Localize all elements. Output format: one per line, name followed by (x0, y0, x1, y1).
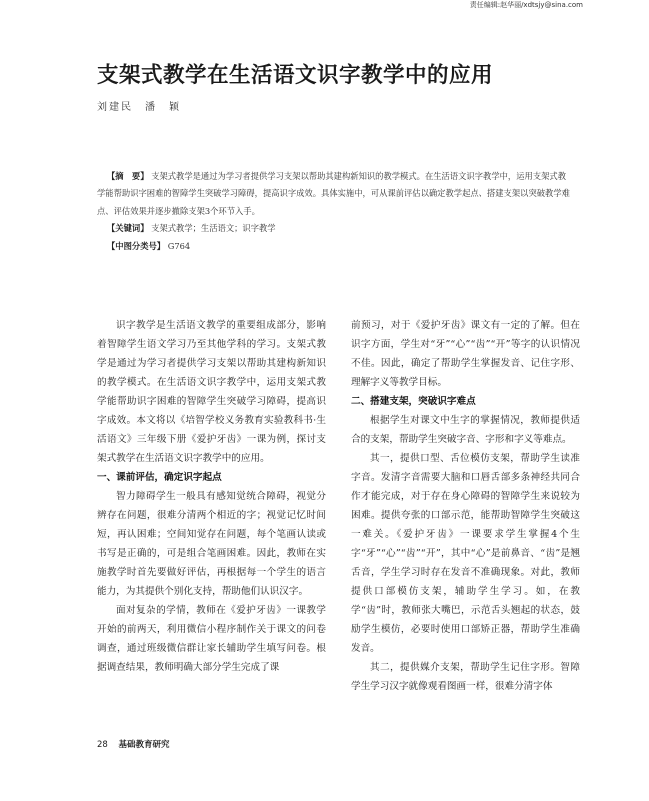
body-paragraph: 前预习，对于《爱护牙齿》课文有一定的了解。但在识字方面，学生对“牙”“心”“齿”“开”等字的认识情况不佳。因此，确定了帮助学生掌握发音、记住字形、理解字义等教学目标。 (351, 320, 580, 388)
body-paragraph: 其一，提供口型、舌位模仿支架，帮助学生读准字音。发清字音需要大脑和口唇舌部多条神经共同合作才能完成，对于存在身心障碍的智障学生来说较为困难。提供夸张的口部示范，能帮助智障学生突破这一难关。《爱护牙齿》一课要求学生掌握4个生字“牙”“心”“齿”“开”，其中“心”是前鼻音、“齿”是翘舌音，学生学习时存在发音不准确现象。对此，教师提供口部模仿支架，辅助学生学习。如，在教学“齿”时，教师张大嘴巴，示范舌头翘起的状态，鼓励学生模仿，必要时使用口部矫正器，帮助学生准确发音。 (351, 453, 580, 654)
page-number: 28 (97, 740, 108, 750)
abstract-block (97, 168, 573, 255)
body-column-left (97, 316, 326, 677)
keywords-text: 支架式教学；生活语文；识字教学 (151, 223, 276, 234)
abstract-label: 【摘 要】 (107, 171, 149, 181)
article-authors: 刘建民 潘 颖 (97, 102, 181, 113)
keywords-line (97, 220, 573, 237)
header-editor-line: 责任编辑:赵华丽/xdtsjy@sina.com (469, 1, 583, 9)
keywords-label: 【关键词】 (107, 223, 149, 234)
body-column-right (351, 316, 580, 696)
body-paragraph: 根据学生对课文中生字的掌握情况，教师提供适合的支架，帮助学生突破字音、字形和字义等难点。 (351, 415, 580, 445)
clc-label: 【中图分类号】 (107, 240, 166, 251)
body-paragraph: 其二，提供媒介支架，帮助学生记住字形。智障学生学习汉字就像观看图画一样，很难分清字体 (351, 662, 580, 692)
section-heading: 一、课前评估，确定识字起点 (97, 472, 222, 483)
body-paragraph: 识字教学是生活语文教学的重要组成部分，影响着智障学生语文学习乃至其他学科的学习。支架式教学是通过为学习者提供学习支架以帮助其建构新知识的教学模式。在生活语文识字教学中，运用支架式教学能帮助识字困难的智障学生突破学习障碍，提高识字成效。本文将以《培智学校义务教育实验教科书·生活语文》三年级下册《爱护牙齿》一课为例，探讨支架式教学在生活语文识字教学中的应用。 (97, 320, 326, 464)
page-footer (97, 738, 170, 750)
clc-text: G764 (167, 240, 191, 251)
clc-line (97, 238, 573, 255)
abstract-paragraph (97, 168, 573, 220)
section-heading: 二、搭建支架，突破识字难点 (351, 396, 476, 407)
journal-name: 基础教育研究 (118, 740, 170, 750)
abstract-text: 支架式教学是通过为学习者提供学习支架以帮助其建构新知识的教学模式。在生活语文识字教学中，运用支架式教学能帮助识字困难的智障学生突破学习障碍，提高识字成效。具体实施中，可从课前评估以确定教学起点、搭建支架以突破教学难点、评估效果并逐步撤除支架3个环节入手。 (97, 171, 570, 216)
body-paragraph: 面对复杂的学情，教师在《爱护牙齿》一课教学开始的前两天，利用微信小程序制作关于课文的问卷调查，通过班级微信群让家长辅助学生填写问卷。根据调查结果，教师明确大部分学生完成了课 (97, 605, 326, 673)
article-title: 支架式教学在生活语文识字教学中的应用 (97, 63, 494, 88)
body-paragraph: 智力障碍学生一般具有感知觉统合障碍，视觉分辨存在问题，很难分清两个相近的字；视觉记忆时间短，再认困难；空间知觉存在问题，每个笔画认读或书写是正确的，可是组合笔画困难。因此，教师在实施教学时首先要做好评估，再根据每一个学生的语言能力，为其提供个别化支持，帮助他们认识汉字。 (97, 491, 326, 597)
